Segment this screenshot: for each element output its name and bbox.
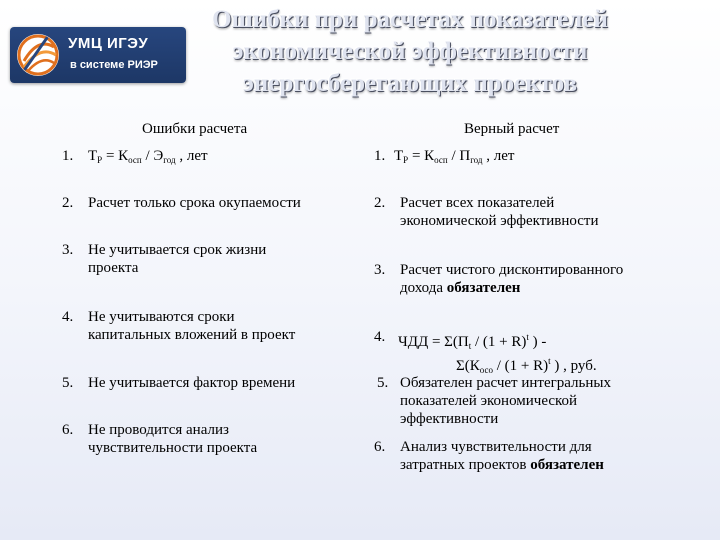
item-number: 5.: [62, 375, 74, 391]
logo-emblem-icon: [14, 31, 64, 79]
correct-column: [374, 0, 704, 540]
title-line-3: энергосберегающих проектов: [243, 70, 577, 97]
correct-header: Верный расчет: [464, 121, 560, 137]
item-text: Расчет всех показателей экономической эффективности: [400, 195, 599, 229]
errors-column: [62, 0, 362, 540]
item-text: Анализ чувствительности для затратных проектов обязателен: [400, 439, 604, 473]
npv-formula-cont: $\Sigma(К_{осо} / (1 + R)^t$ ) , руб.: [456, 356, 597, 375]
item-number: 2.: [374, 195, 386, 211]
item-text: Не учитывается срок жизни проекта: [88, 242, 267, 276]
item-number: 5.: [377, 375, 389, 391]
payback-formula: $Т_Р = К_{осп} / П_{год}$ , лет: [394, 148, 515, 165]
item-number: 2.: [62, 195, 74, 211]
item-text: Не учитываются сроки капитальных вложений в проект: [88, 309, 296, 343]
title-line-2: экономической эффективности: [232, 38, 588, 65]
title-line-1: Ошибки при расчетах показателей: [212, 6, 608, 33]
errors-header: Ошибки расчета: [142, 121, 248, 137]
item-number: 3.: [62, 242, 74, 258]
item-number: 6.: [62, 422, 74, 438]
item-number: 1.: [62, 148, 74, 164]
item-number: 3.: [374, 262, 386, 278]
logo-subtitle: в системе РИЭР: [70, 59, 158, 71]
item-text: Не учитывается фактор времени: [88, 375, 296, 391]
item-number: 4.: [374, 329, 386, 345]
item-number: 4.: [62, 309, 74, 325]
item-text: Обязателен расчет интегральных показателей экономической эффективности: [400, 375, 611, 427]
payback-formula: $Т_Р = К_{осп} / Э_{год}$ , лет: [88, 148, 208, 165]
item-text: Не проводится анализ чувствительности проекта: [88, 422, 258, 456]
item-number: 6.: [374, 439, 386, 455]
item-text: Расчет только срока окупаемости: [88, 195, 301, 211]
npv-formula: ЧДД = $\Sigma(П_t / (1 + R)^t$ ) -: [398, 332, 547, 351]
item-number: 1.: [374, 148, 386, 164]
logo-title: УМЦ ИГЭУ: [68, 35, 149, 52]
item-text: Расчет чистого дисконтированного дохода обязателен: [400, 262, 624, 296]
